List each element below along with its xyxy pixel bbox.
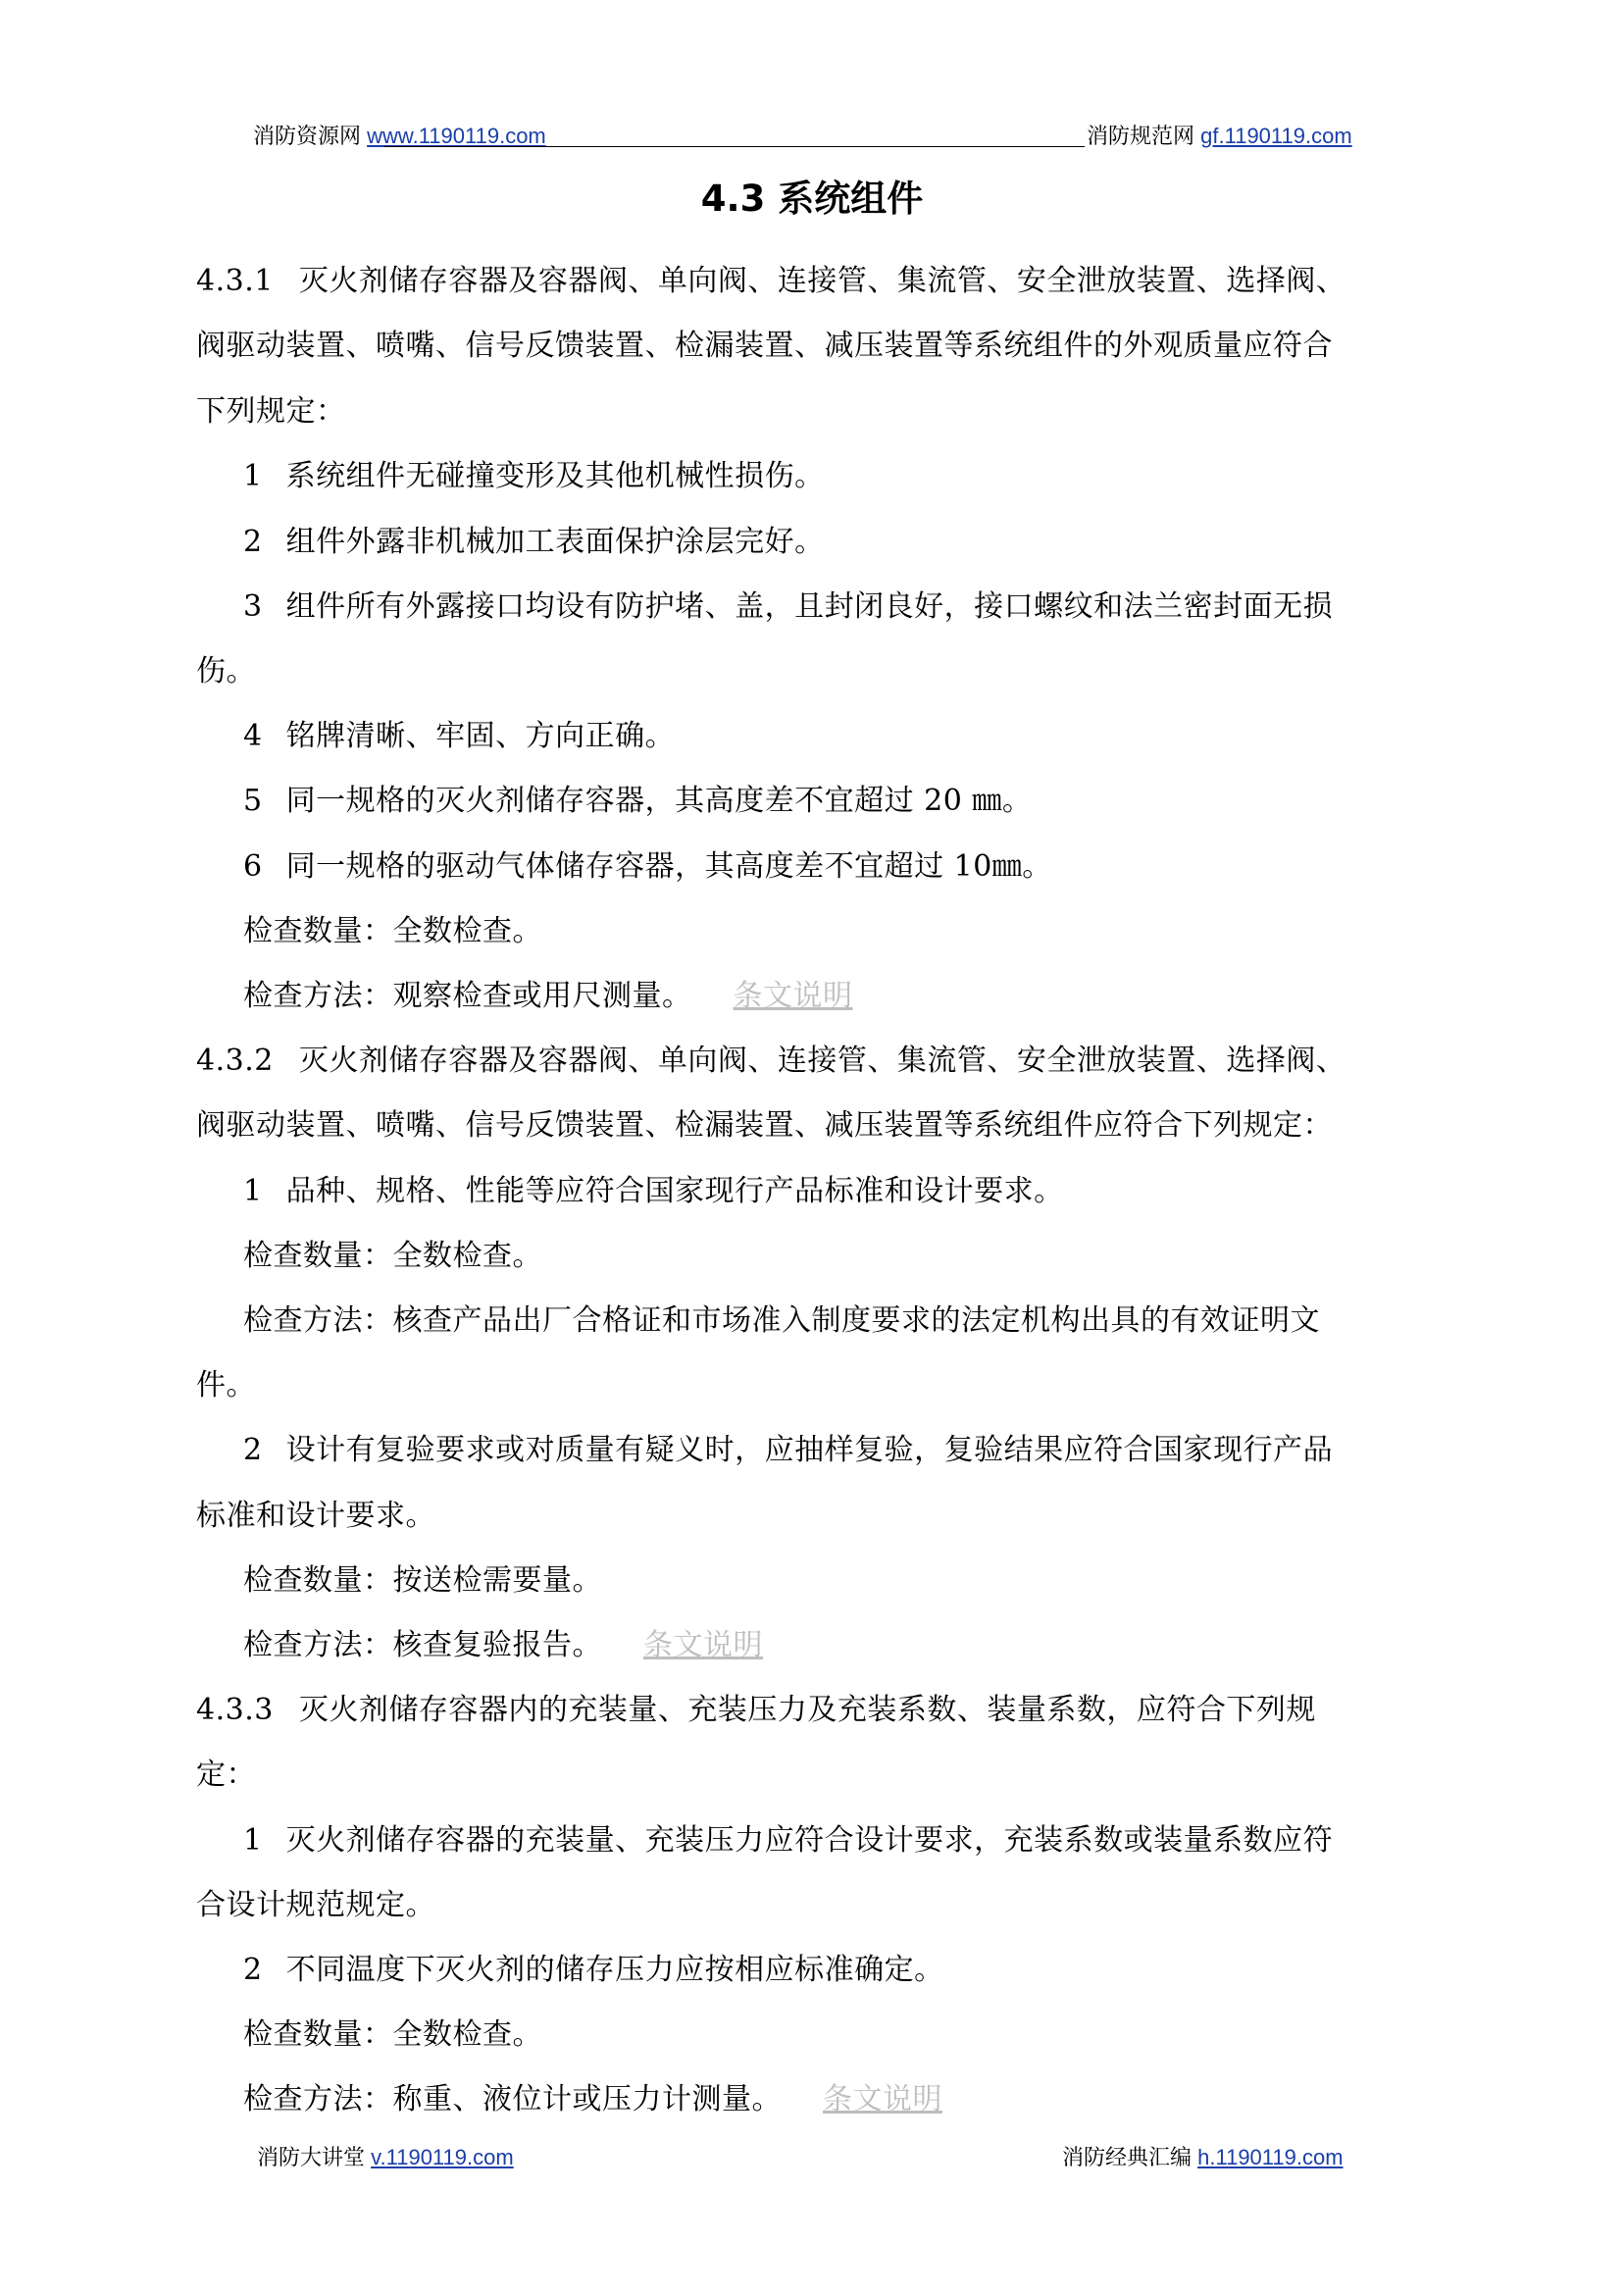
- item-number: 2: [243, 525, 263, 559]
- clause-4-3-2-item1: [243, 1172, 1064, 1211]
- explanation-link[interactable]: 条文说明: [643, 1628, 763, 1662]
- header-rule: [384, 146, 1085, 147]
- item-text: 设计有复验要求或对质量有疑义时，应抽样复验，复验结果应符合国家现行产品: [285, 1433, 1334, 1467]
- clause-text: 灭火剂储存容器及容器阀、单向阀、连接管、集流管、安全泄放装置、选择阀、: [298, 264, 1346, 298]
- clause-4-3-2-check-method-1-cont: 件。: [196, 1368, 256, 1402]
- item-number: 6: [243, 849, 263, 884]
- item-number: 1: [243, 459, 263, 493]
- clause-4-3-3-check-method: [243, 2080, 942, 2119]
- header-right: [1087, 120, 1352, 150]
- header-left-link[interactable]: www.1190119.com: [367, 124, 546, 148]
- clause-4-3-3-line1: [196, 1691, 1316, 1730]
- header-left-site: 消防资源网: [253, 124, 362, 148]
- header-right-site: 消防规范网: [1087, 124, 1195, 148]
- item-text: 同一规格的驱动气体储存容器，其高度差不宜超过 10㎜。: [285, 849, 1052, 884]
- clause-4-3-1-item3-cont: 伤。: [196, 654, 256, 688]
- item-text: 系统组件无碰撞变形及其他机械性损伤。: [285, 459, 825, 493]
- footer-right-link[interactable]: h.1190119.com: [1197, 2145, 1344, 2169]
- clause-4-3-2-check-quantity-1: 检查数量：全数检查。: [243, 1239, 542, 1273]
- item-text: 组件外露非机械加工表面保护涂层完好。: [285, 525, 825, 559]
- clause-4-3-1-line2: 阀驱动装置、喷嘴、信号反馈装置、检漏装置、减压装置等系统组件的外观质量应符合: [196, 329, 1333, 363]
- item-text: 品种、规格、性能等应符合国家现行产品标准和设计要求。: [285, 1174, 1064, 1208]
- clause-4-3-1-item5: [243, 782, 1032, 821]
- check-method-text: 检查方法：观察检查或用尺测量。: [243, 979, 692, 1013]
- clause-4-3-1-check-quantity: 检查数量：全数检查。: [243, 914, 542, 948]
- footer-left: [257, 2141, 514, 2171]
- item-number: 3: [243, 589, 263, 624]
- clause-number: 4.3.2: [196, 1044, 274, 1078]
- footer-left-link[interactable]: v.1190119.com: [371, 2145, 514, 2169]
- clause-4-3-2-line1: [196, 1042, 1345, 1081]
- clause-4-3-1-item6: [243, 847, 1052, 887]
- clause-4-3-2-item2: [243, 1431, 1333, 1470]
- clause-4-3-3-item2: [243, 1951, 944, 1990]
- item-number: 1: [243, 1174, 263, 1208]
- clause-4-3-1-item3: [243, 587, 1333, 627]
- clause-text: 灭火剂储存容器及容器阀、单向阀、连接管、集流管、安全泄放装置、选择阀、: [298, 1044, 1346, 1078]
- clause-4-3-2-check-method-2: [243, 1626, 763, 1665]
- item-text: 同一规格的灭火剂储存容器，其高度差不宜超过 20 ㎜。: [285, 784, 1033, 818]
- item-number: 4: [243, 719, 263, 753]
- clause-4-3-3-item1-cont: 合设计规范规定。: [196, 1888, 435, 1922]
- clause-4-3-1-line3: 下列规定：: [196, 394, 346, 429]
- clause-text: 灭火剂储存容器内的充装量、充装压力及充装系数、装量系数，应符合下列规: [298, 1693, 1316, 1727]
- page-title: 4.3 系统组件: [700, 178, 924, 220]
- explanation-link[interactable]: 条文说明: [823, 2082, 942, 2116]
- clause-4-3-3-item1: [243, 1821, 1333, 1861]
- clause-4-3-1-item2: [243, 523, 825, 562]
- clause-4-3-2-check-quantity-2: 检查数量：按送检需要量。: [243, 1563, 602, 1598]
- item-number: 2: [243, 1433, 263, 1467]
- item-text: 不同温度下灭火剂的储存压力应按相应标准确定。: [285, 1953, 944, 1987]
- item-number: 5: [243, 784, 263, 818]
- item-text: 组件所有外露接口均设有防护堵、盖，且封闭良好，接口螺纹和法兰密封面无损: [285, 589, 1334, 624]
- header-right-link[interactable]: gf.1190119.com: [1200, 124, 1352, 148]
- clause-4-3-1-item1: [243, 457, 825, 496]
- clause-number: 4.3.1: [196, 264, 274, 298]
- item-text: 灭火剂储存容器的充装量、充装压力应符合设计要求，充装系数或装量系数应符: [285, 1823, 1334, 1858]
- item-number: 1: [243, 1823, 263, 1858]
- explanation-link[interactable]: 条文说明: [733, 979, 853, 1013]
- clause-4-3-1-check-method: [243, 977, 853, 1016]
- check-method-text: 检查方法：称重、液位计或压力计测量。: [243, 2082, 782, 2116]
- footer-right-site: 消防经典汇编: [1062, 2145, 1193, 2169]
- clause-4-3-2-line2: 阀驱动装置、喷嘴、信号反馈装置、检漏装置、减压装置等系统组件应符合下列规定：: [196, 1108, 1333, 1143]
- clause-4-3-2-item2-cont: 标准和设计要求。: [196, 1499, 435, 1533]
- item-number: 2: [243, 1953, 263, 1987]
- item-text: 铭牌清晰、牢固、方向正确。: [285, 719, 676, 753]
- clause-4-3-1-line1: [196, 262, 1345, 301]
- clause-4-3-3-check-quantity: 检查数量：全数检查。: [243, 2017, 542, 2052]
- footer-right: [1062, 2141, 1344, 2171]
- check-method-text: 检查方法：核查复验报告。: [243, 1628, 602, 1662]
- clause-4-3-3-line2: 定：: [196, 1758, 256, 1792]
- clause-4-3-1-item4: [243, 717, 675, 756]
- clause-number: 4.3.3: [196, 1693, 274, 1727]
- footer-left-site: 消防大讲堂: [257, 2145, 366, 2169]
- clause-4-3-2-check-method-1: 检查方法：核查产品出厂合格证和市场准入制度要求的法定机构出具的有效证明文: [243, 1303, 1320, 1338]
